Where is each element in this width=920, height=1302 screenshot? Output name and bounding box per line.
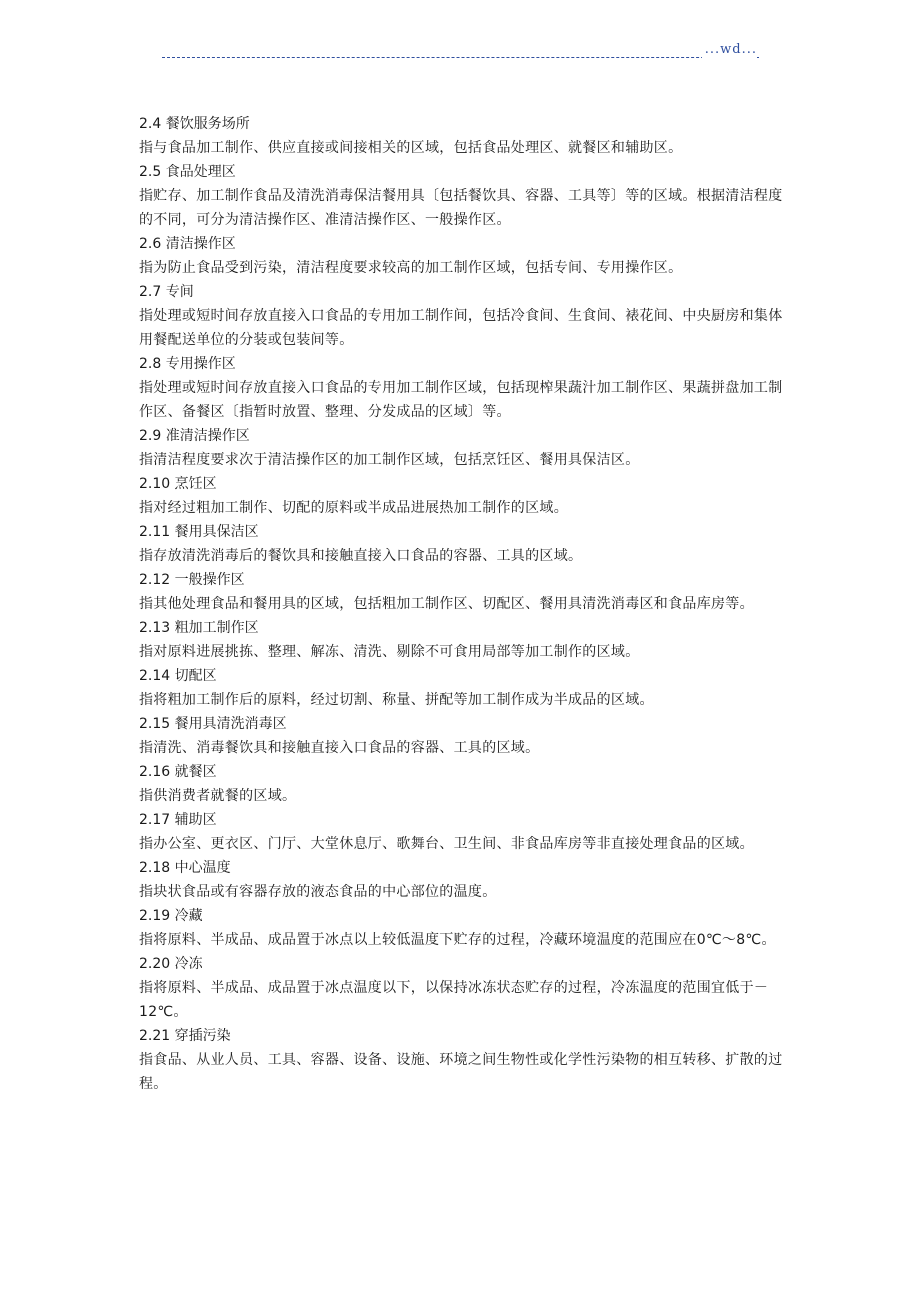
definition-text: 指贮存、加工制作食品及清洗消毒保洁餐用具〔包括餐饮具、容器、工具等〕等的区域。根据清洁程度的不同，可分为清洁操作区、准清洁操作区、一般操作区。 — [139, 188, 783, 228]
definition-text: 指为防止食品受到污染，清洁程度要求较高的加工制作区域，包括专间、专用操作区。 — [139, 260, 683, 276]
definition-text: 指清洁程度要求次于清洁操作区的加工制作区域，包括烹饪区、餐用具保洁区。 — [139, 452, 640, 468]
page-header — [162, 42, 759, 62]
definition-heading: 2.7 专间 — [139, 284, 194, 300]
definition-text: 指对原料进展挑拣、整理、解冻、清洗、剔除不可食用局部等加工制作的区域。 — [139, 644, 640, 660]
definition-entry — [139, 760, 784, 808]
definition-entry — [139, 352, 784, 424]
document-body — [139, 112, 784, 1096]
definition-entry — [139, 664, 784, 712]
definition-heading: 2.15 餐用具清洗消毒区 — [139, 716, 287, 732]
definition-entry — [139, 904, 784, 952]
definition-entry — [139, 472, 784, 520]
definition-heading: 2.14 切配区 — [139, 668, 217, 684]
definition-heading: 2.18 中心温度 — [139, 860, 231, 876]
definition-heading: 2.12 一般操作区 — [139, 572, 245, 588]
definition-text: 指将粗加工制作后的原料，经过切割、称量、拼配等加工制作成为半成品的区域。 — [139, 692, 654, 708]
definition-heading: 2.17 辅助区 — [139, 812, 217, 828]
definition-heading: 2.4 餐饮服务场所 — [139, 116, 250, 132]
definition-entry — [139, 952, 784, 1024]
definition-entry — [139, 280, 784, 352]
definition-entry — [139, 1024, 784, 1096]
definition-heading: 2.13 粗加工制作区 — [139, 620, 259, 636]
definition-entry — [139, 520, 784, 568]
definition-text: 指供消费者就餐的区域。 — [139, 788, 297, 804]
definition-text: 指将原料、半成品、成品置于冰点温度以下，以保持冰冻状态贮存的过程，冷冻温度的范围宜低于－12℃。 — [139, 980, 769, 1020]
definition-text: 指对经过粗加工制作、切配的原料或半成品进展热加工制作的区域。 — [139, 500, 568, 516]
definition-entry — [139, 568, 784, 616]
definition-heading: 2.9 准清洁操作区 — [139, 428, 250, 444]
definition-entry — [139, 616, 784, 664]
definition-entry — [139, 808, 784, 856]
definition-text: 指存放清洗消毒后的餐饮具和接触直接入口食品的容器、工具的区域。 — [139, 548, 583, 564]
definition-heading: 2.11 餐用具保洁区 — [139, 524, 259, 540]
definition-heading: 2.6 清洁操作区 — [139, 236, 236, 252]
definition-entry — [139, 232, 784, 280]
definition-entry — [139, 712, 784, 760]
definition-heading: 2.21 穿插污染 — [139, 1028, 231, 1044]
header-dashed-rule — [162, 57, 759, 58]
definition-heading: 2.5 食品处理区 — [139, 164, 236, 180]
definition-text: 指块状食品或有容器存放的液态食品的中心部位的温度。 — [139, 884, 497, 900]
definition-entry — [139, 160, 784, 232]
definition-heading: 2.20 冷冻 — [139, 956, 203, 972]
definition-heading: 2.10 烹饪区 — [139, 476, 217, 492]
definition-entry — [139, 856, 784, 904]
definition-text: 指食品、从业人员、工具、容器、设备、设施、环境之间生物性或化学性污染物的相互转移、扩散的过程。 — [139, 1052, 783, 1092]
definition-entry — [139, 112, 784, 160]
header-mark: ...wd... — [702, 42, 757, 58]
definition-text: 指其他处理食品和餐用具的区域，包括粗加工制作区、切配区、餐用具清洗消毒区和食品库房等。 — [139, 596, 754, 612]
definition-heading: 2.19 冷藏 — [139, 908, 203, 924]
definition-text: 指清洗、消毒餐饮具和接触直接入口食品的容器、工具的区域。 — [139, 740, 540, 756]
definition-heading: 2.8 专用操作区 — [139, 356, 236, 372]
definition-text: 指办公室、更衣区、门厅、大堂休息厅、歌舞台、卫生间、非食品库房等非直接处理食品的区域。 — [139, 836, 754, 852]
definition-text: 指处理或短时间存放直接入口食品的专用加工制作间，包括冷食间、生食间、裱花间、中央厨房和集体用餐配送单位的分装或包装间等。 — [139, 308, 783, 348]
definition-entry — [139, 424, 784, 472]
definition-text: 指处理或短时间存放直接入口食品的专用加工制作区域，包括现榨果蔬汁加工制作区、果蔬拼盘加工制作区、备餐区〔指暂时放置、整理、分发成品的区域〕等。 — [139, 380, 783, 420]
definition-text: 指与食品加工制作、供应直接或间接相关的区域，包括食品处理区、就餐区和辅助区。 — [139, 140, 683, 156]
definition-text: 指将原料、半成品、成品置于冰点以上较低温度下贮存的过程，冷藏环境温度的范围应在0℃～8℃。 — [139, 932, 776, 948]
definition-heading: 2.16 就餐区 — [139, 764, 217, 780]
